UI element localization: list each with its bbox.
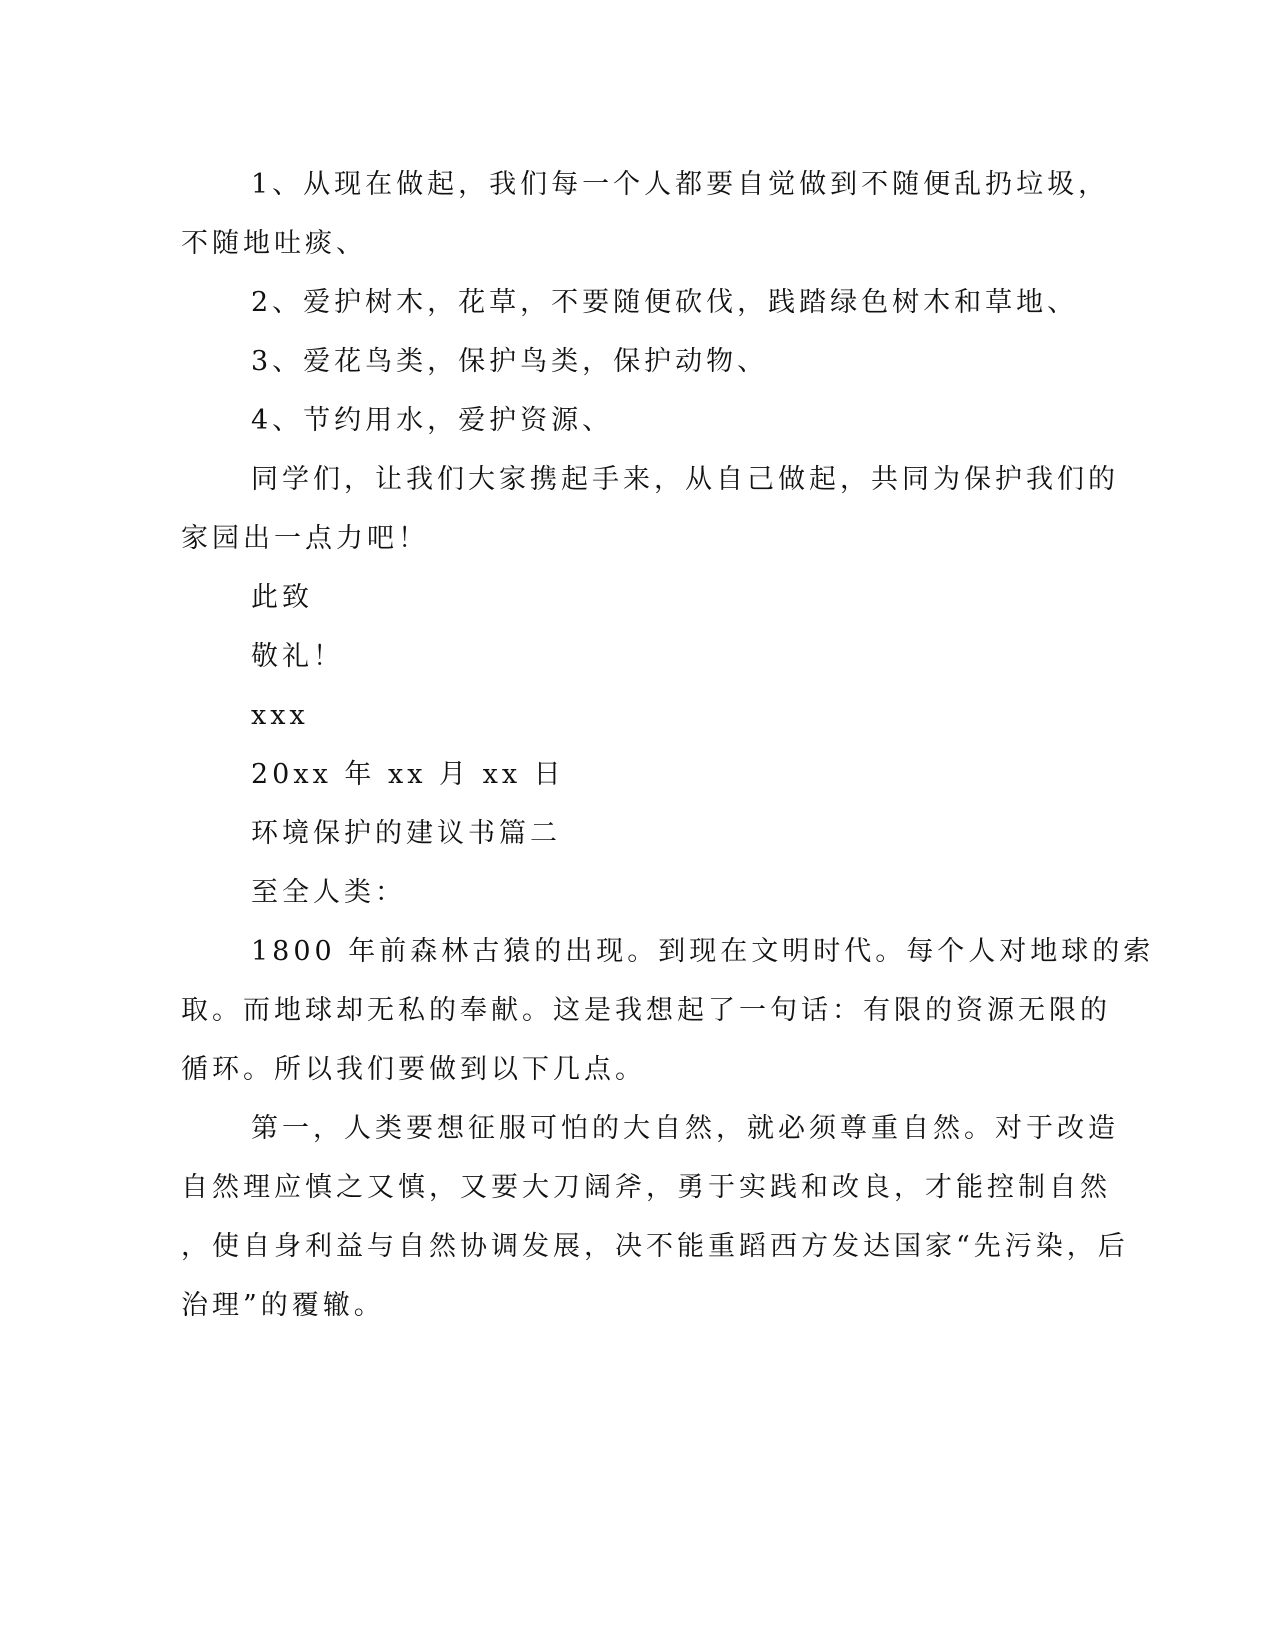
text-line: 4、节约用水，爱护资源、 <box>251 405 614 436</box>
text-line: 第一，人类要想征服可怕的大自然，就必须尊重自然。对于改造 <box>251 1113 1119 1144</box>
text-line: 家园出一点力吧！ <box>181 523 429 554</box>
text-line: 循环。所以我们要做到以下几点。 <box>181 1054 646 1085</box>
signature-name: xxx <box>251 700 309 731</box>
greeting: 至全人类： <box>251 877 406 908</box>
text-line: 同学们，让我们大家携起手来，从自己做起，共同为保护我们的 <box>251 464 1119 495</box>
salutation-regards: 敬礼！ <box>251 641 344 672</box>
text-line: 治理”的覆辙。 <box>181 1290 385 1321</box>
text-line: ，使自身利益与自然协调发展，决不能重蹈西方发达国家“先污染，后 <box>181 1231 1129 1262</box>
text-line: 不随地吐痰、 <box>181 228 367 259</box>
text-line: 取。而地球却无私的奉献。这是我想起了一句话：有限的资源无限的 <box>181 995 1111 1026</box>
salutation-closing: 此致 <box>251 582 313 613</box>
signature-date: 20xx 年 xx 月 xx 日 <box>251 759 565 790</box>
document-body <box>181 155 1155 1335</box>
text-line: 3、爱花鸟类，保护鸟类，保护动物、 <box>251 346 769 377</box>
text-line: 1800 年前森林古猿的出现。到现在文明时代。每个人对地球的索 <box>251 936 1155 967</box>
text-line: 1、从现在做起，我们每一个人都要自觉做到不随便乱扔垃圾， <box>251 169 1110 200</box>
text-line: 2、爱护树木，花草，不要随便砍伐，践踏绿色树木和草地、 <box>251 287 1079 318</box>
section-title: 环境保护的建议书篇二 <box>251 818 561 849</box>
text-line: 自然理应慎之又慎，又要大刀阔斧，勇于实践和改良，才能控制自然 <box>181 1172 1111 1203</box>
